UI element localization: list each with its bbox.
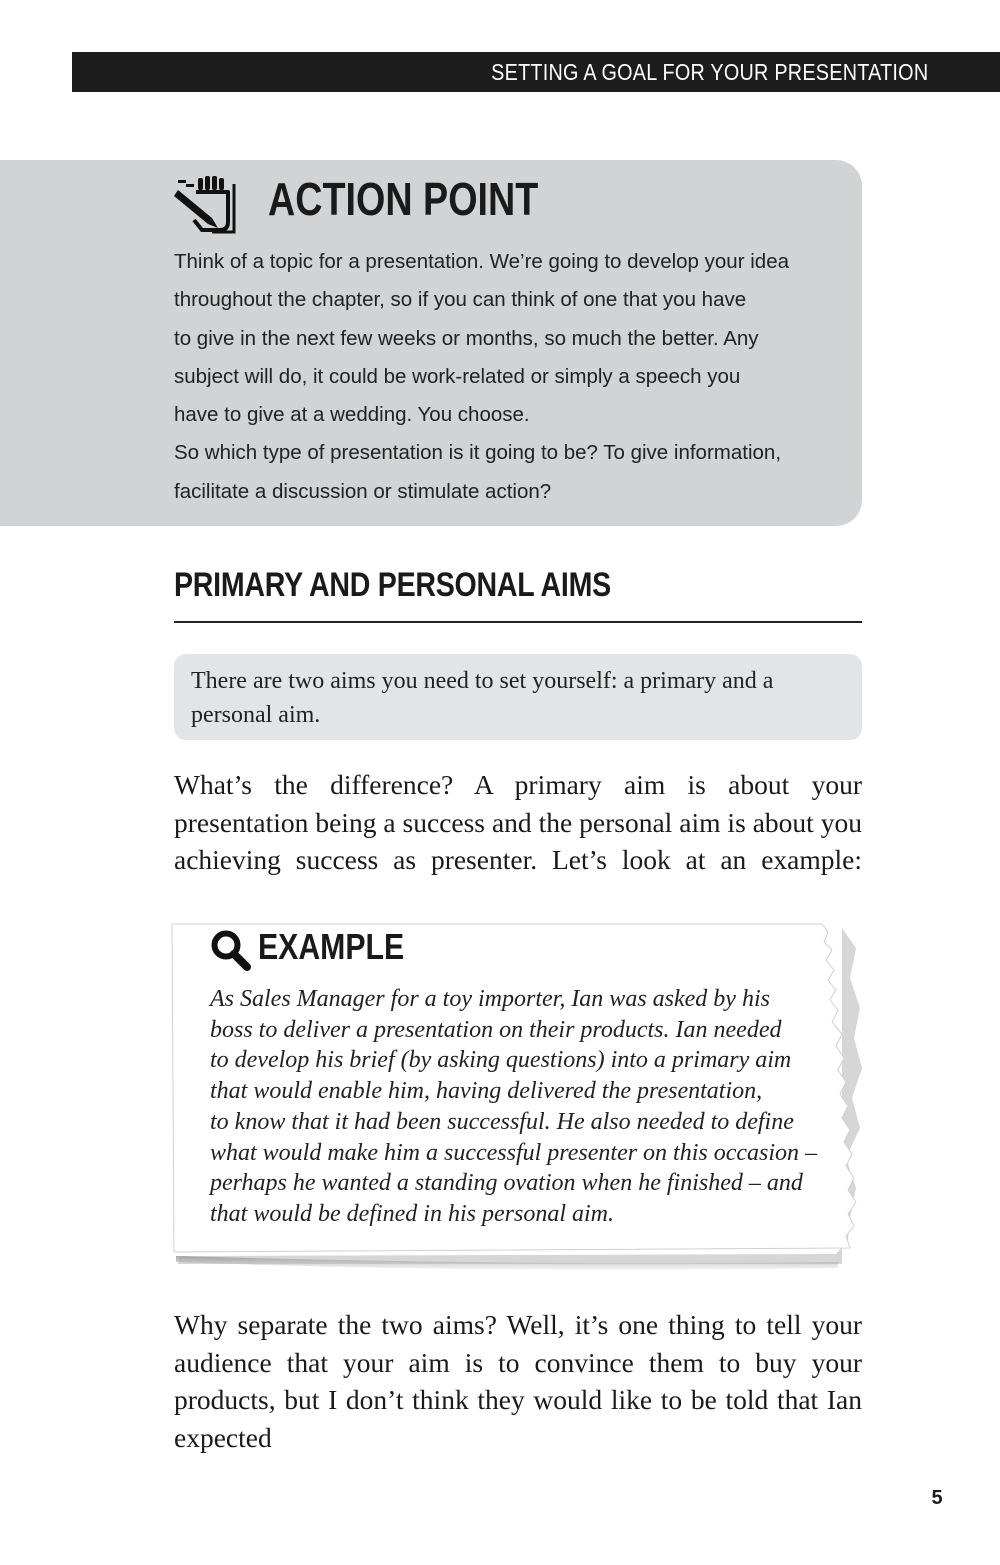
section-heading: PRIMARY AND PERSONAL AIMS <box>174 566 611 604</box>
example-line: that would be defined in his personal aim. <box>210 1200 614 1227</box>
running-title: SETTING A GOAL FOR YOUR PRESENTATION <box>490 59 928 85</box>
aims-note: There are two aims you need to set yourself: a primary and a personal aim. <box>174 654 862 740</box>
action-point-line: to give in the next few weeks or months, so much the better. Any <box>174 326 759 350</box>
action-point-line: subject will do, it could be work-related or simply a speech you <box>174 364 741 388</box>
action-point-body <box>174 243 874 511</box>
action-point-line: So which type of presentation is it going to be? To give information, <box>174 441 782 465</box>
example-line: perhaps he wanted a standing ovation when he finished – and <box>210 1170 803 1197</box>
action-point-line: throughout the chapter, so if you can think of one that you have <box>174 288 747 312</box>
example-line: to know that it had been successful. He also needed to define <box>210 1108 794 1135</box>
example-line: to develop his brief (by asking questions) into a primary aim <box>210 1047 792 1074</box>
action-point-line: facilitate a discussion or stimulate action? <box>174 479 552 503</box>
paragraph-difference: What’s the difference? A primary aim is about your presentation being a success and the personal aim is about you achieving success as presenter. Let’s look at an example: <box>174 769 862 875</box>
section-divider <box>174 621 862 623</box>
example-body <box>210 984 820 1230</box>
page-number: 5 <box>931 1487 943 1509</box>
search-icon <box>210 929 252 971</box>
writing-hand-icon <box>172 174 246 236</box>
example-line: boss to deliver a presentation on their products. Ian needed <box>210 1016 782 1043</box>
action-point-title: ACTION POINT <box>268 173 539 225</box>
example-title: EXAMPLE <box>258 926 405 967</box>
example-line: what would make him a successful presenter on this occasion – <box>210 1139 818 1166</box>
example-line: that would enable him, having delivered the presentation, <box>210 1078 763 1105</box>
action-point-line: have to give at a wedding. You choose. <box>174 403 530 427</box>
example-line: As Sales Manager for a toy importer, Ian was asked by his <box>210 986 770 1012</box>
action-point-line: Think of a topic for a presentation. We’re going to develop your idea <box>174 250 789 273</box>
running-header <box>72 52 1000 92</box>
paragraph-separate-aims: Why separate the two aims? Well, it’s one thing to tell your audience that your aim is to convince them to buy your products, but I don’t think they would like to be told that Ian expected <box>174 1309 862 1453</box>
